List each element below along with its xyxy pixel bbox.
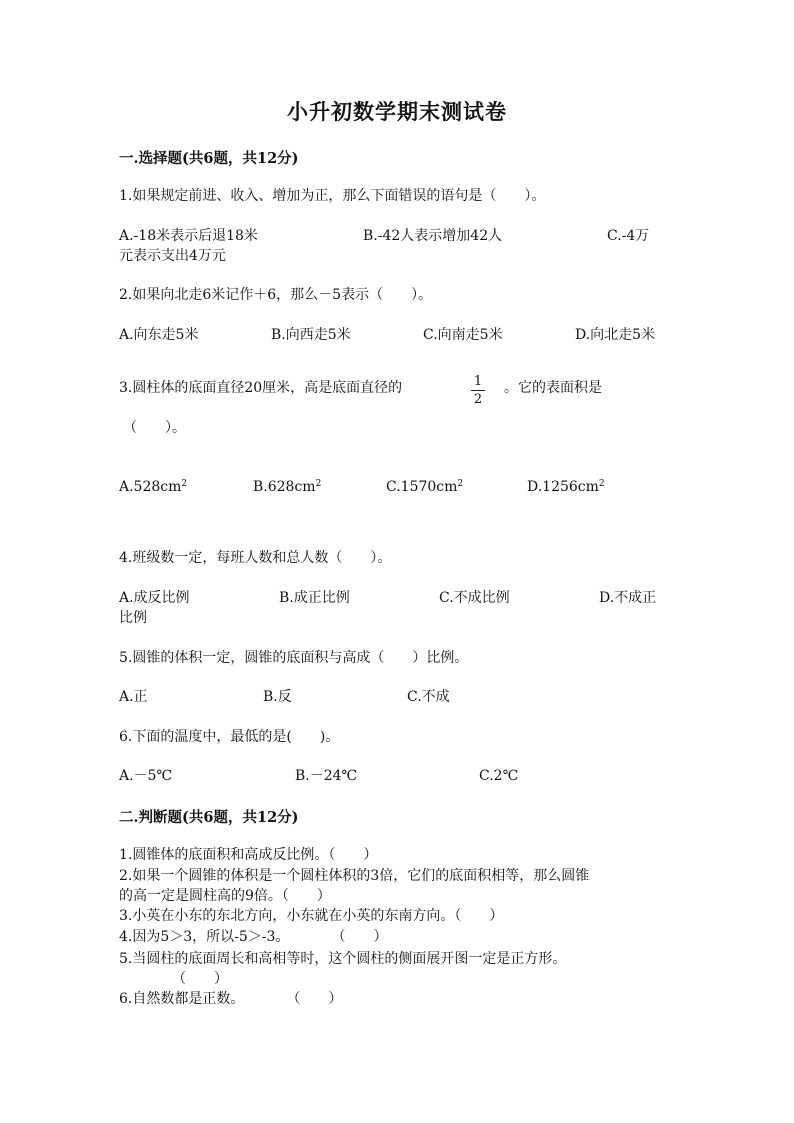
section-heading-true-false: 二.判断题(共6题，共12分) <box>119 809 299 826</box>
fraction-bar <box>471 390 485 391</box>
question-3-part1: 3.圆柱体的底面直径20厘米，高是底面直径的 <box>119 380 403 396</box>
fraction-numerator: 1 <box>473 374 483 389</box>
q4-option-c: C.不成比例 <box>439 590 510 606</box>
q1-option-c-continued: 元表示支出4万元 <box>119 248 226 264</box>
question-2: 2.如果向北走6米记作＋6，那么－5表示（ ）。 <box>119 287 433 303</box>
q4-option-d-continued: 比例 <box>119 610 147 626</box>
q5-option-a: A.正 <box>119 689 148 705</box>
q2-option-b: B.向西走5米 <box>271 327 351 343</box>
tf-item-2-continued: 的高一定是圆柱高的9倍。（ ） <box>119 888 331 904</box>
tf-item-6: 6.自然数都是正数。 （ ） <box>119 991 343 1007</box>
tf-item-5-continued: （ ） <box>172 971 228 987</box>
tf-item-1: 1.圆锥体的底面积和高成反比例。（ ） <box>119 847 378 863</box>
q3-option-d: $D.1256cm^2$ <box>527 479 605 495</box>
q4-option-d: D.不成正 <box>599 590 657 606</box>
section-heading-multiple-choice: 一.选择题(共6题，共12分) <box>119 150 299 167</box>
fraction-denominator: 2 <box>473 392 483 407</box>
q4-option-a: A.成反比例 <box>119 590 190 606</box>
tf-item-5: 5.当圆柱的底面周长和高相等时，这个圆柱的侧面展开图一定是正方形。 <box>119 951 567 967</box>
q1-option-b: B.-42人表示增加42人 <box>363 228 503 244</box>
q5-option-c: C.不成 <box>407 689 450 705</box>
q1-option-a: A.-18米表示后退18米 <box>119 228 258 244</box>
question-3-part2: 。它的表面积是 <box>504 380 602 396</box>
q2-option-c: C.向南走5米 <box>423 327 503 343</box>
fraction-one-half <box>471 375 485 406</box>
q3-option-b: $B.628cm^2$ <box>253 479 322 495</box>
q4-option-b: B.成正比例 <box>279 590 350 606</box>
question-3-blank: （ ）。 <box>123 420 186 436</box>
question-4: 4.班级数一定，每班人数和总人数（ ）。 <box>119 550 392 566</box>
question-6: 6.下面的温度中，最低的是( )。 <box>119 729 340 745</box>
q3-option-c: $C.1570cm^2$ <box>386 479 464 495</box>
q6-option-c: C.2℃ <box>479 768 519 784</box>
q3-option-a: $A.528cm^2$ <box>119 479 188 495</box>
q2-option-a: A.向东走5米 <box>119 327 199 343</box>
tf-item-3: 3.小英在小东的东北方向，小东就在小英的东南方向。（ ） <box>119 908 504 924</box>
q6-option-b: B.－24℃ <box>295 768 358 784</box>
page-title: 小升初数学期末测试卷 <box>287 99 507 124</box>
q6-option-a: A.－5℃ <box>119 768 173 784</box>
question-1: 1.如果规定前进、收入、增加为正，那么下面错误的语句是（ ）。 <box>119 188 546 204</box>
q2-option-d: D.向北走5米 <box>575 327 656 343</box>
q1-option-c: C.-4万 <box>607 228 650 244</box>
q5-option-b: B.反 <box>263 689 292 705</box>
tf-item-4: 4.因为5＞3，所以-5＞-3。 （ ） <box>119 929 388 945</box>
question-5: 5.圆锥的体积一定，圆锥的底面积与高成（ ）比例。 <box>119 650 469 666</box>
tf-item-2: 2.如果一个圆锥的体积是一个圆柱体积的3倍，它们的底面积相等，那么圆锥 <box>119 868 590 884</box>
